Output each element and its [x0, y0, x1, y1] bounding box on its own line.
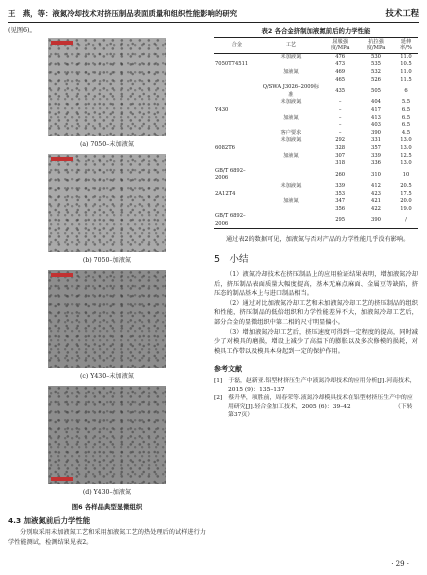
table-cell: 4.5 [401, 129, 411, 136]
figure-caption-a: (a) 7050–未加液氮 [79, 141, 135, 148]
table-cell: 390 [358, 213, 394, 229]
table-row [214, 99, 418, 107]
table-cell [214, 183, 260, 191]
table-cell: 390 [371, 129, 381, 136]
table-cell: 412 [371, 182, 381, 189]
table-header-alloy: 合金 [214, 38, 260, 54]
table-cell [260, 107, 323, 115]
header-title: 王 燕，等：液氮冷却技术对挤压制品表面质量和组织性能影响的研究 [8, 9, 238, 18]
table-row [214, 84, 418, 99]
table-cell: – [338, 129, 342, 136]
table-row [214, 61, 418, 69]
table-cell: 292 [335, 137, 346, 144]
table-cell: 318 [335, 160, 346, 167]
table-cell: 未加液氮 [280, 53, 302, 60]
table-cell: 423 [371, 190, 381, 197]
table-cell: 17.5 [400, 190, 412, 197]
table-cell: 336 [371, 160, 381, 167]
table-cell [214, 160, 260, 168]
table-cell [214, 115, 260, 123]
table-cell: 421 [371, 198, 381, 205]
table-cell: 357 [371, 144, 381, 151]
figure-caption-c: (c) Y430–未加液氮 [80, 373, 134, 380]
table-cell [214, 53, 260, 61]
table-cell: 加液氮 [283, 114, 299, 121]
table-cell: 未加液氮 [280, 182, 302, 189]
table-cell [260, 61, 323, 69]
table-cell: 413 [371, 114, 381, 121]
table-cell: 11.5 [400, 76, 412, 83]
table-cell: 422 [371, 205, 381, 212]
table-cell: 403 [371, 122, 381, 129]
table-cell: 532 [371, 69, 381, 75]
table-cell: 473 [335, 61, 346, 68]
table-cell: 260 [335, 171, 346, 178]
table-title: 表2 各合金挤制加液氮前后的力学性能 [261, 27, 371, 35]
table-cell: 7050T74511 [215, 61, 249, 68]
table-cell: 353 [335, 190, 346, 197]
conclusion-3: （3）增加液氮冷却工艺后，挤压速度可得到一定程度的提高，同时减少了对模具的磨损，增设上减少了高温下的膨胀以及多次修模的损耗，对模具工作带以及模具本身起到一定的保护作用。 [214, 328, 418, 355]
mechanical-properties-table [214, 37, 418, 229]
conclusion-1: （1）液氮冷却技术在挤压制品上的应用验证结果表明，增加液氮冷却后，挤压制品表面质量大幅度提高，基本无麻点麻面、金属豆等缺陷，挤压态的制品基本上与进口制品相当。 [214, 271, 418, 298]
table-body [214, 53, 418, 229]
table-row [214, 130, 418, 138]
table-row [214, 69, 418, 77]
table-cell: 12.5 [400, 152, 412, 159]
table-cell: 526 [371, 76, 381, 83]
table-cell: 2A12T4 [215, 190, 236, 197]
table-cell: 5.5 [401, 99, 411, 106]
table-cell: 339 [371, 152, 381, 159]
table-header-yield: 屈服强度/MPa [322, 38, 358, 54]
table-cell [260, 168, 323, 183]
table-cell: 未加液氮 [280, 137, 302, 144]
table-cell [214, 99, 260, 107]
reference-1: [1] 于磊，赵新亚.铝型材挤压生产中液氮冷却技术的应用分析[J].河南技术，2015 (9)：135–137 [214, 378, 416, 393]
table-cell [214, 198, 260, 206]
section-4-3-title: 4.3 加液氮前后力学性能 [8, 516, 91, 525]
table-cell: 295 [322, 213, 358, 229]
table-cell [260, 145, 323, 153]
table-cell: – [338, 106, 342, 113]
reference-2: [2] 蔡升华，项胜前，周春荣等.液氮冷却模具技术在铝型材挤压生产中的应用研究[J].轻合金加工技术，2005 (6)：39–42 （下转第37页） [214, 395, 413, 419]
table-header-elongation: 延伸率/% [394, 38, 418, 54]
references-title: 参考文献 [214, 365, 242, 374]
table-cell [260, 160, 323, 168]
table-cell [214, 130, 260, 138]
figure-caption-d: (d) Y430–加液氮 [82, 489, 132, 496]
table-cell: 加液氮 [283, 69, 299, 75]
figure-title: 图6 各样品典型显微组织 [71, 503, 143, 511]
table-cell: 11.0 [400, 53, 412, 60]
table-cell: 客户要求 [280, 129, 302, 136]
table-summary: 通过表2的数据可见，加液氮与否对产品的力学性能几乎没有影响。 [226, 236, 410, 244]
page-number: · 29 · [391, 560, 409, 568]
table-cell [214, 84, 260, 99]
table-cell: / [394, 213, 418, 229]
table-cell [214, 137, 260, 145]
table-cell [214, 153, 260, 161]
journal-section: 技术工程 [385, 8, 419, 18]
table-cell: 6.5 [401, 106, 411, 113]
table-cell: 535 [371, 61, 381, 68]
table-cell [260, 213, 323, 229]
table-cell: 10 [402, 171, 410, 178]
table-cell: GB/T 6892–2006 [215, 167, 246, 182]
micrograph-b [48, 154, 166, 252]
table-cell: 435 [335, 87, 346, 94]
table-row [214, 160, 418, 168]
table-cell: 404 [371, 99, 381, 106]
table-cell: 13.0 [400, 160, 412, 167]
micrograph-a [48, 38, 166, 136]
table-cell: 未加液氮 [280, 99, 302, 106]
table-cell: 505 [371, 87, 381, 94]
table-cell [214, 69, 260, 77]
table-cell: Q/SWA J3026–2009标准 [262, 84, 320, 98]
table-cell: 310 [371, 171, 381, 178]
table-cell: 13.0 [400, 144, 412, 151]
table-row [214, 168, 418, 183]
table-cell: 20.5 [400, 182, 412, 189]
table-row [214, 145, 418, 153]
table-cell: 339 [335, 182, 346, 189]
table-cell: 469 [335, 69, 346, 75]
table-cell [214, 77, 260, 85]
table-header-process: 工艺 [260, 38, 323, 54]
table-cell [214, 122, 260, 130]
table-cell: 20.0 [400, 198, 412, 205]
section-4-3-text: 分别取采用未加液氮工艺和采用加液氮工艺的热处理后的试样进行力学性能测试，检测结果见表2。 [8, 529, 206, 546]
table-cell: 10.5 [400, 61, 412, 68]
table-row [214, 206, 418, 214]
figure-caption-b: (b) 7050–加液氮 [82, 257, 132, 264]
table-row [214, 213, 418, 229]
running-header [8, 4, 419, 23]
table-cell: – [338, 99, 342, 106]
table-header-tensile: 抗拉强度/MPa [358, 38, 394, 54]
table-cell: 加液氮 [283, 198, 299, 205]
micrograph-c [48, 270, 166, 368]
table-cell: 11.0 [400, 69, 412, 75]
table-cell: GB/T 6892–2006 [214, 213, 260, 229]
right-column [214, 26, 418, 419]
table-cell: 6.5 [401, 114, 411, 121]
table-cell: 19.0 [400, 205, 412, 212]
table-row [214, 198, 418, 206]
table-cell: 331 [371, 137, 381, 144]
micrograph-d [48, 386, 166, 484]
section-5-title: 5 小结 [214, 254, 249, 266]
table-row [214, 107, 418, 115]
table-cell: 6.5 [401, 122, 411, 129]
continuation-text: (见图6)。 [8, 27, 36, 34]
table-cell: 13.0 [400, 137, 412, 144]
table-row [214, 183, 418, 191]
table-cell: 356 [335, 205, 346, 212]
table-cell: 328 [335, 144, 346, 151]
table-cell [260, 206, 323, 214]
table-cell: 6082T6 [215, 144, 235, 151]
table-cell: 476 [335, 53, 346, 60]
table-cell: 6 [404, 87, 408, 94]
table-cell: – [338, 122, 342, 129]
table-row [214, 191, 418, 199]
table-cell: 加液氮 [283, 152, 299, 159]
table-row [214, 153, 418, 161]
left-column [8, 26, 206, 547]
table-cell: 347 [335, 198, 346, 205]
conclusion-2: （2）通过对比加液氮冷却工艺和未加液氮冷却工艺的挤压制品的组织和性能，挤压制品的低倍组织和力学性能差异不大，加液氮冷却工艺后，部分合金的显微组织中第二相的尺寸明显偏小。 [214, 299, 418, 327]
table-row [214, 53, 418, 61]
table-cell: 417 [371, 106, 381, 113]
table-cell [214, 206, 260, 214]
table-cell: 465 [335, 76, 346, 83]
table-cell: Y430 [215, 106, 229, 113]
table-row [214, 122, 418, 130]
table-cell [260, 122, 323, 130]
table-row [214, 115, 418, 123]
table-cell [260, 191, 323, 199]
table-row [214, 137, 418, 145]
table-cell: 530 [371, 53, 381, 60]
table-cell: – [338, 114, 342, 121]
table-cell: 307 [335, 152, 346, 159]
